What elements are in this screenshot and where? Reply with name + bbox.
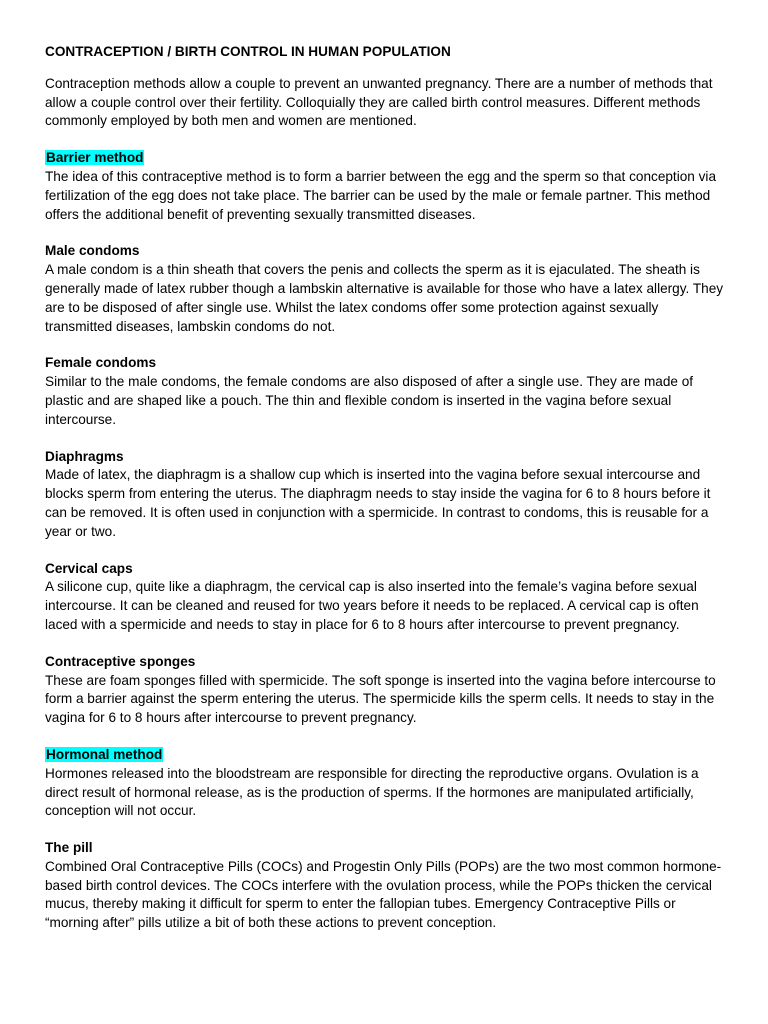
section-heading-cervical-caps: Cervical caps bbox=[45, 560, 133, 576]
section-heading-diaphragms: Diaphragms bbox=[45, 448, 124, 464]
section-hormonal-method bbox=[45, 746, 728, 821]
section-the-pill bbox=[45, 839, 728, 933]
section-contraceptive-sponges bbox=[45, 653, 728, 728]
document-title: CONTRACEPTION / BIRTH CONTROL IN HUMAN POPULATION bbox=[45, 44, 451, 59]
section-body-contraceptive-sponges: These are foam sponges filled with spermicide. The soft sponge is inserted into the vagina before intercourse to form a barrier against the sperm entering the uterus. The spermicide kills the sperm cells. It needs to stay in the vagina for 6 to 8 hours after intercourse to prevent pregnancy. bbox=[45, 672, 716, 726]
section-female-condoms bbox=[45, 354, 728, 429]
heading-highlight: Hormonal method bbox=[46, 746, 163, 762]
section-body-barrier-method: The idea of this contraceptive method is to form a barrier between the egg and the sperm so that conception via fertilization of the egg does not take place. The barrier can be used by the male or female partner. This method offers the additional benefit of preventing sexually transmitted diseases. bbox=[45, 168, 717, 222]
section-heading-female-condoms: Female condoms bbox=[45, 355, 157, 371]
section-barrier-method bbox=[45, 149, 728, 224]
section-heading-the-pill: The pill bbox=[45, 840, 93, 856]
heading-highlight: Barrier method bbox=[46, 150, 144, 166]
section-body-cervical-caps: A silicone cup, quite like a diaphragm, the cervical cap is also inserted into the female’s vagina before sexual intercourse. It can be cleaned and reused for two years before it needs to be replaced. A cervical cap is often laced with a spermicide and needs to stay in place for 6 to 8 hours after intercourse to prevent pregnancy. bbox=[45, 579, 699, 632]
section-body-hormonal-method: Hormones released into the bloodstream are responsible for directing the reproductive organs. Ovulation is a direct result of hormonal release, as is the production of sperms. If the hormones are manipulated artificially, conception will not occur. bbox=[45, 765, 699, 819]
section-body-diaphragms: Made of latex, the diaphragm is a shallow cup which is inserted into the vagina before sexual intercourse and blocks sperm from entering the uterus. The diaphragm needs to stay inside the vagina for 6 to 8 hours before it can be removed. It is often used in conjunction with a spermicide. In contrast to condoms, this is reusable for a year or two. bbox=[45, 467, 711, 539]
section-heading-barrier-method bbox=[45, 149, 728, 168]
section-male-condoms bbox=[45, 242, 728, 336]
intro-paragraph: Contraception methods allow a couple to prevent an unwanted pregnancy. There are a number of methods that allow a couple control over their fertility. Colloquially they are called birth control measures. Different methods commonly employed by both men and women are mentioned. bbox=[45, 75, 713, 129]
section-body-male-condoms: A male condom is a thin sheath that covers the penis and collects the sperm as it is ejaculated. The sheath is generally made of latex rubber though a lambskin alternative is available for those who have a latex allergy. They are to be disposed of after single use. Whilst the latex condoms offer some protection against sexually transmitted diseases, lambskin condoms do not. bbox=[45, 262, 724, 334]
section-body-female-condoms: Similar to the male condoms, the female condoms are also disposed of after a single use. They are made of plastic and are shaped like a pouch. The thin and flexible condom is inserted in the vagina before sexual intercourse. bbox=[45, 374, 694, 427]
section-diaphragms bbox=[45, 448, 728, 542]
section-heading-male-condoms: Male condoms bbox=[45, 243, 140, 259]
section-cervical-caps bbox=[45, 560, 728, 635]
section-body-the-pill: Combined Oral Contraceptive Pills (COCs) and Progestin Only Pills (POPs) are the two most common hormone-based birth control devices. The COCs interfere with the ovulation process, while the POPs thicken the cervical mucus, thereby making it difficult for sperm to enter the fallopian tubes. Emergency Contraceptive Pills or “morning after” pills utilize a bit of both these actions to prevent conception. bbox=[45, 858, 722, 931]
section-heading-hormonal-method bbox=[45, 746, 728, 765]
section-heading-contraceptive-sponges: Contraceptive sponges bbox=[45, 653, 196, 669]
